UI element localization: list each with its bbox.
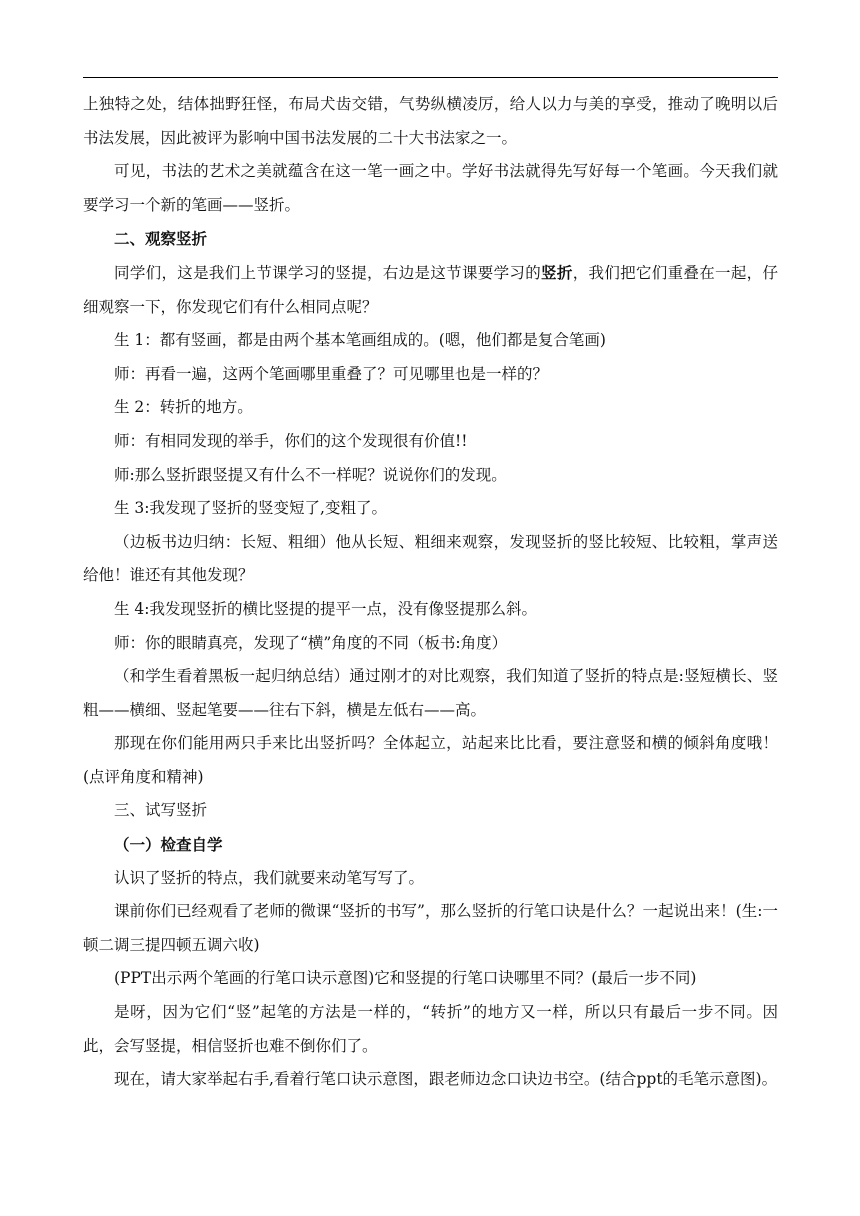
dialogue-line: 师：你的眼睛真亮，发现了“横”角度的不同（板书:角度） bbox=[114, 633, 508, 652]
dialogue-line: 师：再看一遍，这两个笔画哪里重叠了？可见哪里也是一样的？ bbox=[114, 364, 549, 383]
dialogue-line: 生 4:我发现竖折的横比竖提的提平一点，没有像竖提那么斜。 bbox=[114, 599, 538, 618]
dialogue-line: 师：有相同发现的举手，你们的这个发现很有价值!! bbox=[114, 431, 468, 450]
dialogue-line: 生 2：转折的地方。 bbox=[114, 398, 253, 417]
header-rule bbox=[83, 77, 778, 78]
paragraph bbox=[83, 256, 778, 324]
bold-term: 竖折 bbox=[541, 262, 573, 282]
paragraph: 可见，书法的艺术之美就蕴含在这一笔一画之中。学好书法就得先写好每一个笔画。今天我们就要学习一个新的笔画——竖折。 bbox=[83, 162, 778, 214]
subsection-heading: （一）检查自学 bbox=[114, 835, 223, 855]
paragraph: 课前你们已经观看了老师的微课“竖折的书写”，那么竖折的行笔口诀是什么？一起说出来！(生:一顿二调三提四顿五调六收) bbox=[83, 902, 778, 954]
paragraph: （和学生看着黑板一起归纳总结）通过刚才的对比观察，我们知道了竖折的特点是:竖短横长、竖粗——横细、竖起笔要——往右下斜，横是左低右——高。 bbox=[83, 667, 778, 719]
intro-text: 同学们，这是我们上节课学习的竖提，右边是这节课要学习的 bbox=[114, 263, 542, 282]
paragraph: 认识了竖折的特点，我们就要来动笔写写了。 bbox=[114, 868, 425, 887]
paragraph: 上独特之处，结体拙野狂怪，布局犬齿交错，气势纵横凌厉，给人以力与美的享受，推动了晚明以后书法发展，因此被评为影响中国书法发展的二十大书法家之一。 bbox=[83, 95, 778, 147]
paragraph: 那现在你们能用两只手来比出竖折吗？全体起立，站起来比比看，要注意竖和横的倾斜角度哦！(点评角度和精神) bbox=[83, 734, 778, 786]
section-heading: 三、试写竖折 bbox=[114, 801, 208, 820]
paragraph: (PPT出示两个笔画的行笔口诀示意图)它和竖提的行笔口诀哪里不同？(最后一步不同) bbox=[114, 969, 697, 988]
dialogue-line: （边板书边归纳：长短、粗细）他从长短、粗细来观察，发现竖折的竖比较短、比较粗，掌声送给他！谁还有其他发现？ bbox=[83, 532, 778, 585]
dialogue-line: 师:那么竖折跟竖提又有什么不一样呢？说说你们的发现。 bbox=[114, 465, 507, 484]
body-text bbox=[83, 88, 778, 1097]
paragraph: 是呀，因为它们“竖”起笔的方法是一样的，“转折”的地方又一样，所以只有最后一步不同。因此，会写竖提，相信竖折也难不倒你们了。 bbox=[83, 1003, 778, 1055]
dialogue-line: 生 1：都有竖画，都是由两个基本笔画组成的。(嗯，他们都是复合笔画) bbox=[114, 331, 606, 350]
dialogue-line: 生 3:我发现了竖折的竖变短了,变粗了。 bbox=[114, 499, 387, 518]
intro-text: ，我们把它们重叠在一起，仔细观察一下，你发现它们有什么相同点呢？ bbox=[83, 263, 778, 316]
paragraph: 现在，请大家举起右手,看着行笔口诀示意图，跟老师边念口诀边书空。(结合ppt的毛笔示意图)。 bbox=[114, 1070, 778, 1089]
section-heading: 二、观察竖折 bbox=[114, 229, 208, 249]
